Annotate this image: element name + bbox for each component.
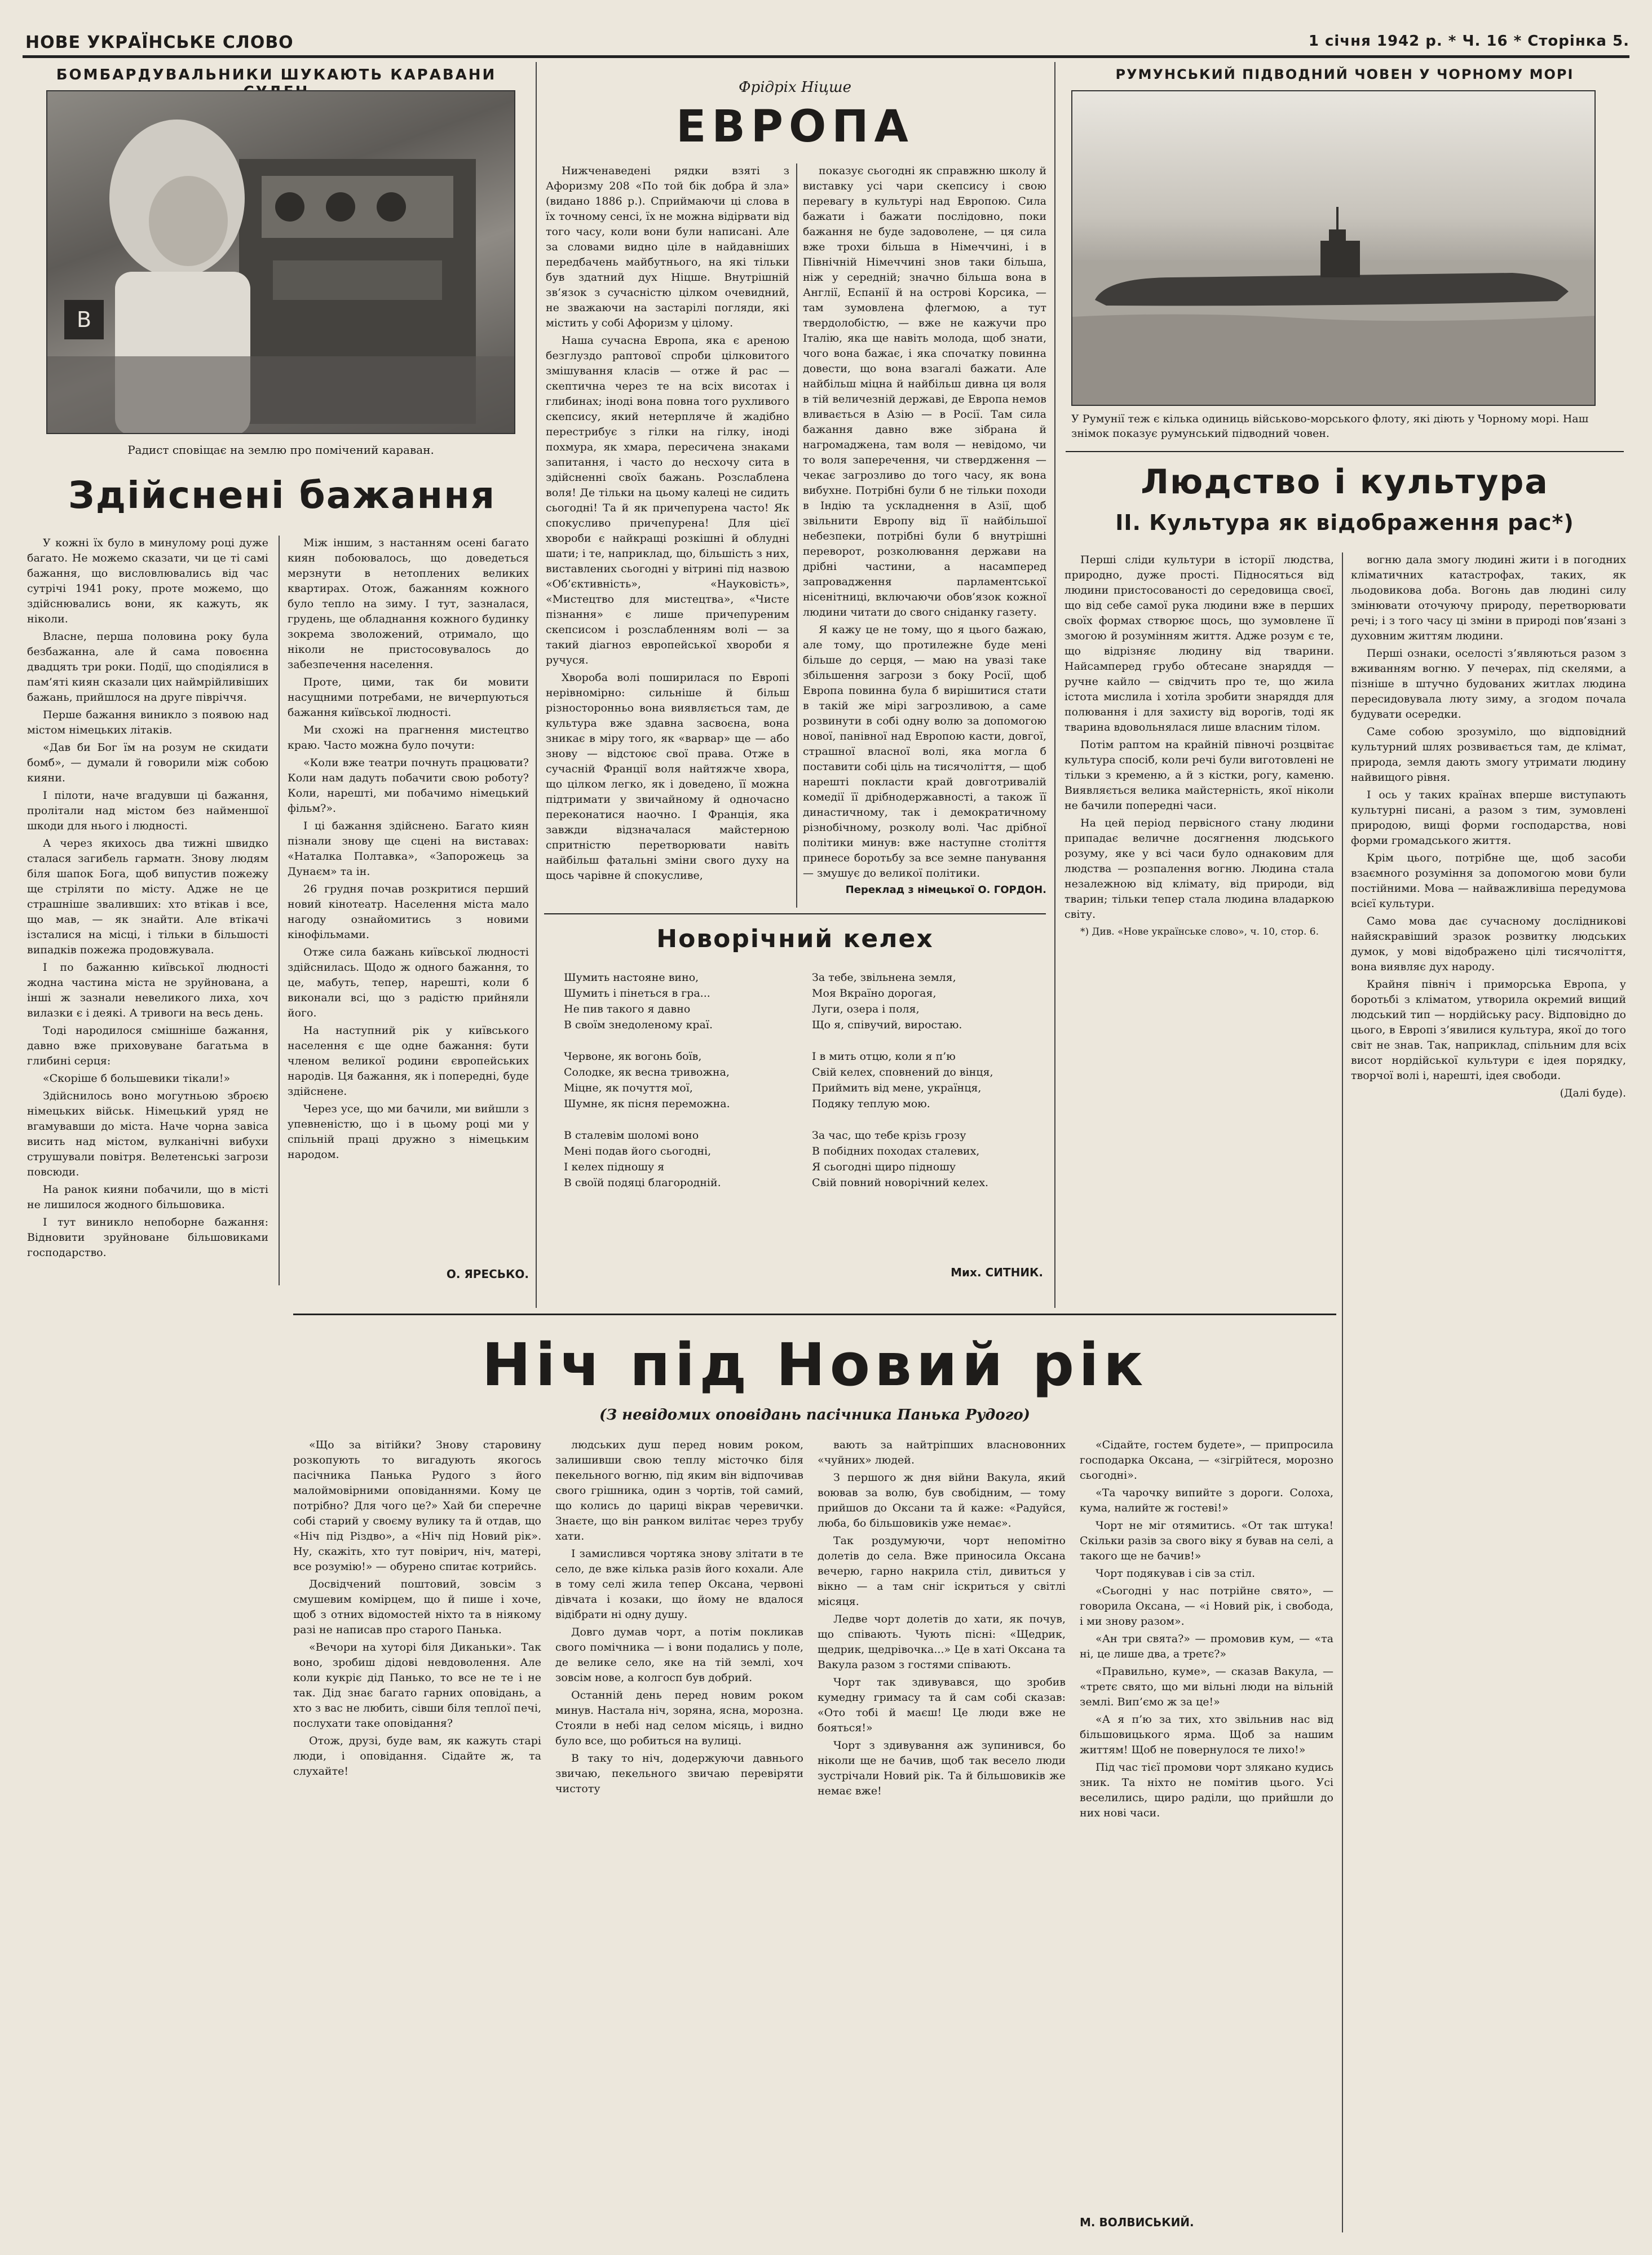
- column-rule-z: [279, 536, 280, 1285]
- lyudstvo-paragraph: Само мова дає сучасному дослідникові найяскравіший зразок розвитку людських думок, у мові відображено цілі тисячоліття, вона виявляє дух народу.: [1351, 915, 1626, 973]
- nich-paragraph: І замислився чортяка знову злітати в те село, де вже кілька разів його кохали. Але в тому селі жила тепер Оксана, червоні дівчата і козаки, що йому не вдалося відібрати ні одну душу.: [555, 1547, 803, 1621]
- lyudstvo-paragraph: вогню дала змогу людині жити і в погодних кліматичних катастрофах, таких, як льодовикова доба. Вогонь дав людині силу змінювати оточуючу природу, перетворювати речі; і з того часу ці зміни в природі пов’язані з духовним життям людини.: [1351, 554, 1626, 642]
- lyudstvo-footnote: *) Див. «Нове українське слово», ч. 10, стор. 6.: [1080, 926, 1319, 938]
- svg-text:B: B: [77, 307, 92, 332]
- zdiysneni-paragraph: На наступний рік у київського населення є ще одне бажання: бути членом великої родини європейських народів. Ця бажання, як і попередні, буде здійснене.: [288, 1024, 529, 1098]
- europa-paragraph: Я кажу це не тому, що я цього бажаю, але тому, що протилежне буде мені більше до серця, — маю на увазі таке збільшення загрози з боку Росії, щоб Европа повинна була б вирішитися стати в такій же мірі загрозливою, а саме розвинути в собі одну волю за допомогою нової, панівної над Европою касти, довгої, страшної власної волі, яка могла б поставити собі ціль на тисячоліття, — щоб нарешті покласти край довготривалій комедії її дрібнодержавності, а також її династичному, так і демократичному різнобічному, розколу волі. Час дрібної політики минув: вже наступне століття принесе боротьбу за все земне панування — змушує до великої політики.: [803, 624, 1046, 879]
- nich-column-3: [818, 1438, 1066, 2238]
- lyudstvo-paragraph: Саме собою зрозуміло, що відповідний культурний шлях розвивається там, де клімат, природа, земля дають змогу утримати людину найвищого рівня.: [1351, 726, 1626, 784]
- nich-paragraph: Під час тієї промови чорт злякано кудись зник. Та ніхто не помітив цього. Усі веселились, щиро раділи, що прийшли до них нові часи.: [1080, 1761, 1333, 1819]
- zdiysneni-paragraph: І ці бажання здійснено. Багато киян пізнали знову ще сцені на виставах: «Наталка Полтавка», «Запорожець за Дунаєм» та ін.: [288, 820, 529, 878]
- left-photo-header: БОМБАРДУВАЛЬНИКИ ШУКАЮТЬ КАРАВАНИ: [56, 67, 497, 83]
- nich-paragraph: Ледве чорт долетів до хати, як почув, що співають. Чують пісні: «Щедрик, щедрик, щедрівочка...» Це в хаті Оксана та Вакула разом з гостями співають.: [818, 1613, 1066, 1671]
- kelekh-stanza-3: В сталевім шоломі воно Мені подав його сьогодні, І келех підношу я В своїй подяці благородній.: [564, 1129, 721, 1189]
- column-rule-1: [536, 62, 537, 1308]
- europa-paragraph: Наша сучасна Европа, яка є ареною безглуздо раптової спроби цілковитого змішування класів — отже й рас — скептична через те на всіх висотах і глибинах; іноді вона повна того рухливого скепсису, який нетерпляче й жадібно перестрибує з гілки на гілку, іноді похмура, як хмара, пересичена знаками запитання, і часто до несхочу сита в здійсненні своїх бажань. Розслаблена воля! Де тільки на цьому калеці не сидить сьогодні! Та й як причепурена часто! Як спокусливо причепурена! Для цієї хвороби є найкращі розкішні й облудні шати; і те, наприклад, що, більшість з них, виставлених сьогодні у вітрині під назвою «Об’єктивність», «Науковість», «Мистецтво для мистецтва», «Чисте пізнання» є лише причепуреним скепсисом і розслабленням волі — за такий діагноз европейської хвороби я ручуся.: [546, 334, 789, 666]
- masthead-rule: [23, 55, 1629, 58]
- nich-paragraph: Отож, друзі, буде вам, як кажуть старі люди, і оповідання. Сідайте ж, та слухайте!: [293, 1735, 541, 1778]
- europa-column-1: [546, 163, 789, 908]
- zdiysneni-paragraph: «Скоріше б большевики тікали!»: [43, 1072, 231, 1085]
- nich-paragraph: «Що за вітійки? Знову старовину розкопують то вигадують якогось пасічника Панька Рудого з його малоймовірними оповіданнями. Кому це потрібно? Для чого це?» Хай би сперечне собі старий у своєму вулику та й отдав, що «Ніч під Різдво», а «Ніч під Новий рік». Ну, скажіть, хто тут повірич, ніч, матері, все розумію!» — обурено спитає котрийсь.: [293, 1439, 541, 1573]
- nich-paragraph: «Правильно, куме», — сказав Вакула, — «третє свято, що ми вільні люди на вільній землі. Вип’ємо ж за це!»: [1080, 1665, 1333, 1708]
- zdiysneni-paragraph: На ранок кияни побачили, що в місті не лишилося жодного більшовика.: [27, 1183, 268, 1211]
- zdiysneni-paragraph: Перше бажання виникло з появою над містом німецьких літаків.: [27, 709, 268, 736]
- nich-column-4: [1080, 1438, 1333, 2204]
- nich-paragraph: Останній день перед новим роком минув. Настала ніч, зоряна, ясна, морозна. Стояли в небі над селом місяць, і видно було все, що робиться на вулиці.: [555, 1689, 803, 1747]
- zdiysneni-paragraph: «Дав би Бог їм на розум не скидати бомб», — думали й говорили між собою кияни.: [27, 741, 268, 784]
- lyudstvo-title: Людство і культура: [1141, 462, 1549, 502]
- submarine-photo: [1071, 90, 1596, 406]
- zdiysneni-paragraph: «Коли вже театри почнуть працювати? Коли нам дадуть побачити свою роботу? Коли, нарешті, ми побачимо німецький фільм?».: [288, 757, 529, 815]
- europa-translator: Переклад з німецької О. ГОРДОН.: [845, 884, 1046, 896]
- zdiysneni-title: Здійснені бажання: [68, 474, 496, 517]
- kelekh-stanza-1: Шумить настояне вино, Шумить і пінеться в гра... Не пив такого я давно В своїм знедоленому краї.: [564, 971, 713, 1031]
- column-rule-l: [1342, 552, 1343, 2232]
- nich-paragraph: Так роздумуючи, чорт непомітно долетів до села. Вже приносила Оксана вечерю, гарно накрила стіл, дивиться у вікно — а там сніг іскриться у світлі місяця.: [818, 1535, 1066, 1608]
- kelekh-stanza-6: За час, що тебе крізь грозу В побідних походах сталевих, Я сьогодні щиро підношу Свій повний новорічний келех.: [812, 1129, 989, 1189]
- nich-paragraph: З першого ж дня війни Вакула, який воював за волю, був свобідним, — тому прийшов до Оксани та й каже: «Радуйся, люба, бо більшовиків уже немає».: [818, 1471, 1066, 1529]
- radio-operator-photo: [46, 90, 515, 434]
- nich-title: Ніч під Новий рік: [482, 1330, 1148, 1399]
- column-rule-2: [1054, 62, 1055, 1308]
- zdiysneni-paragraph: 26 грудня почав розкритися перший новий кінотеатр. Населення міста мало нагоду ознайомитись з новими кінофільмами.: [288, 883, 529, 941]
- nich-paragraph: Чорт подякував і сів за стіл.: [1096, 1567, 1256, 1580]
- zdiysneni-paragraph: І по бажанню київської людності жодна частина міста не зруйнована, а інші ж зазнали невеликого лиха, хоч вилазки є і деякі. А тривоги на весь день.: [27, 961, 268, 1019]
- nich-column-2: [555, 1438, 803, 2238]
- zdiysneni-paragraph: Власне, перша половина року була безбажанна, але й сама повоєнна двадцять три роки. Події, що сподіялися в пам’яті киян сказали цих наймрійливіших бажань, прийшлося на друге півріччя.: [27, 630, 268, 704]
- nich-paragraph: Довго думав чорт, а потім покликав свого помічника — і вони подались у поле, де велике село, яке на тій землі, хоч зовсім нове, а колгосп був добрий.: [555, 1626, 803, 1684]
- nich-paragraph: Чорт з здивування аж зупинився, бо ніколи ще не бачив, щоб так весело люди зустрічали Новий рік. Та й більшовиків же немає вже!: [818, 1739, 1066, 1797]
- europa-bottom-rule: [544, 913, 1046, 914]
- right-photo-caption: У Румунії теж є кілька одиниць військово-морського флоту, які діють у Чорному морі. Наш знімок показує румунський підводний човен.: [1071, 413, 1589, 440]
- kelekh-stanza-2: Червоне, як вогонь боїв, Солодке, як весна тривожна, Міцне, як почуття мої, Шумне, як пісня переможна.: [564, 1050, 730, 1110]
- column-rule-e: [796, 163, 797, 908]
- nich-paragraph: «Та чарочку випийте з дороги. Солоха, кума, налийте ж гостеві!»: [1080, 1487, 1333, 1514]
- europa-column-2: [803, 163, 1046, 879]
- kelekh-signature: Мих. СИТНИК.: [951, 1266, 1043, 1279]
- zdiysneni-column-1: [27, 536, 268, 1562]
- kelekh-stanza-4: За тебе, звільнена земля, Моя Вкраїно дорогая, Луги, озера і поля, Що я, співучий, виростаю.: [812, 971, 962, 1031]
- issue-info: 1 січня 1942 р. * Ч. 16 * Сторінка 5.: [1308, 33, 1629, 50]
- europa-paragraph: показує сьогодні як справжню школу й виставку усі чари скепсису і свою перевагу в культурі над Европою. Сила бажати і бажати послідовно, поки бажання не буде задоволене, — ця сила вже трохи більша в Німеччині, і в Північній Німеччині знов таки більша, ніж у середній; значно більша вона в Англії, Еспанії й на острові Корсика, — там зумовлена флегмою, а тут твердолобістю, — вже не кажучи про Італію, яка ще навіть молода, щоб знати, чого вона бажає, і яка спочатку повинна довести, що вона взагалі бажати. Але найбільш міцна й найбільш дивна ця воля в тій величезній державі, де Европа немов вливається в Азію — в Росії. Там сила бажання давно вже зібрана й нагромаджена, там воля — невідомо, чи то воля заперечення, чи ствердження — чекає загрозливо до того часу, як вона вибухне. Потрібні були б не тільки походи в Індію та ускладнення в Азії, щоб звільнити Европу від її найбільшої небезпеки, потрібні були б внутрішні переворот, розколювання держави на дрібні частини, а насамперед запровадження парламентської нісенітниці, включаючи обов’язок кожної людини читати до свого сніданку газету.: [803, 165, 1046, 618]
- nich-paragraph: Досвідчений поштовий, зовсім з смушевим комірцем, що й пише і хоче, щоб з отних відомостей ніхто та в ніякому разі не написав про старого Панька.: [293, 1578, 541, 1636]
- nich-paragraph: «Ан три свята?» — промовив кум, — «та ні, це лише два, а третє?»: [1080, 1633, 1333, 1660]
- lyudstvo-paragraph: Перші сліди культури в історії людства, природно, дуже прості. Підносяться від людини пристосованості до середовища своєї, що від себе самої рука людини вже в перших своїх формах створює щось, що зумовлене її змогою й розумінням життя. Адже розум є те, що відрізняє людину від тварини. Найсамперед грубо обтесане знаряддя — ручне кайло — свідчить про те, що жила істота мислила і хотіла зробити знаряддя для полювання і для захисту від ворогів, тоді як тварина вдовольнялася лише власним тілом.: [1064, 554, 1334, 733]
- europa-title: ЕВРОПА: [676, 101, 914, 152]
- nich-paragraph: «Сьогодні у нас потрійне свято», — говорила Оксана, — «і Новий рік, і свобода, і ми знову разом».: [1080, 1585, 1333, 1628]
- nich-paragraph: «Сідайте, гостем будете», — припросила господарка Оксана, — «зігрійтеся, морозно сьогодні».: [1080, 1439, 1333, 1482]
- lyudstvo-paragraph: Потім раптом на крайній півночі розцвітає культура спосіб, коли речі були виготовлені не тільки з кременю, а й з кістки, рогу, каменю. Виявляється велика майстерність, якої ніколи не бачили попередні часи.: [1064, 739, 1334, 812]
- paper-name: НОВЕ УКРАЇНСЬКЕ СЛОВО: [25, 33, 294, 52]
- zdiysneni-paragraph: Здійснилось воно могутньою зброєю німецьких військ. Німецький уряд не вгамувавши до міста. Наче чорна завіса висить над містом, вулканічні вибухи струшували повітря. Велетенські загрози повсюди.: [27, 1090, 268, 1178]
- nich-signature: М. ВОЛВИСЬКИЙ.: [1080, 2216, 1194, 2229]
- zdiysneni-paragraph: А через якихось два тижні швидко сталася загибель гарматн. Знову людям біля шапок Бога, щоб випустив пожежу ще стріляти по місту. Адже не це страшніше зваливших: хто втікав і все, що мав, — як знайти. Але втікачі ізсталися на місці, і тільки в більшості випадків пожежа продовжувала.: [27, 837, 268, 956]
- europa-paragraph: Хвороба волі поширилася по Европі нерівномірно: сильніше й більш різносторонньо вона виявляється там, де культура вже здавна засвоєна, вона зникає в міру того, як «варвар» ще — або знову — відстоює свої права. Отже в сучасній Франції воля найтяжче хвора, що цілком легко, як і доведено, її можна підтримати у звичайному й одночасно переконатися наочно. І Франція, яка завжди відзначалася майстерною спритністю перетворювати навіть найбільш фатальні зміни свого духу на щось чарівне й спокусливе,: [546, 671, 789, 882]
- zdiysneni-column-2: [288, 536, 529, 1263]
- submarine-illustration: [1072, 91, 1596, 406]
- nich-paragraph: Чорт не міг отямитись. «От так штука! Скільки разів за свого віку я бував на селі, а такого ще не бачив!»: [1080, 1519, 1333, 1562]
- right-photo-header: РУМУНСЬКИЙ ПІДВОДНИЙ ЧОВЕН У ЧОРНОМУ МОРІ: [1115, 67, 1574, 82]
- nich-paragraph: вають за найтріпших власновонних «чуйних» людей.: [818, 1439, 1066, 1466]
- zdiysneni-paragraph: Отже сила бажань київської людності здійснилась. Щодо ж одного бажання, то це, мабуть, тепер, нарешті, коли б виконали всі, що з радістю прийняли його.: [288, 946, 529, 1019]
- nich-subtitle: (З невідомих оповідань пасічника Панька Рудого): [599, 1407, 1030, 1423]
- zdiysneni-paragraph: І тут виникло непоборне бажання: Відновити зруйноване більшовиками господарство.: [27, 1216, 268, 1259]
- nich-paragraph: «Вечори на хуторі біля Диканьки». Так воно, зробиш дідові невдоволення. Але коли кукріє дід Панько, то все не те і не так. Дід знає багато гарних оповідань, а хто з вас не любить, сівши біля теплої печі, послухати таке оповідання?: [293, 1641, 541, 1730]
- lyudstvo-paragraph: Перші ознаки, оселості з’являються разом з вживанням вогню. У печерах, під скелями, а пізніше в штучно будованих житлах людина пересидовувала люту зиму, а згодом почала будувати осередки.: [1351, 647, 1626, 720]
- nich-paragraph: «А я п’ю за тих, хто звільнив нас від більшовицького ярма. Щоб за нашим життям! Щоб не повернулося те лихо!»: [1080, 1713, 1333, 1756]
- zdiysneni-paragraph: І пілоти, наче вгадувши ці бажання, пролітали над містом без найменшої шкоди для нього і людності.: [27, 789, 268, 832]
- zdiysneni-paragraph: Між іншим, з настанням осені багато киян побоювалось, що доведеться мерзнути в нетоплених великих квартирах. Отож, бажанням кожного було тепло на зиму. І тут, зазналася, грудень, ще обладнання кожного будинку зокрема зволожений, отримало, що ніколи не пристосовувалось до забезпечення населення.: [288, 537, 529, 671]
- zdiysneni-paragraph: Через усе, що ми бачили, ми вийшли з упевненістю, що і в цьому році ми у спільній праці дружно з німецьким народом.: [288, 1103, 529, 1161]
- lyudstvo-paragraph: Крім цього, потрібне ще, щоб засоби взаємного розуміння за допомогою мови були постійними. Мова — найважливіша передумова всієї культури.: [1351, 852, 1626, 910]
- kelekh-title: Новорічний келех: [656, 925, 934, 953]
- radio-operator-illustration: [47, 91, 515, 434]
- lyudstvo-continued: (Далі буде).: [1560, 1087, 1626, 1099]
- kelekh-stanza-5: І в мить отцю, коли я п’ю Свій келех, сповнений до вінця, Приймить від мене, українця, Подяку теплую мою.: [812, 1050, 993, 1110]
- zdiysneni-paragraph: Ми схожі на прагнення мистецтво краю. Часто можна було почути:: [288, 724, 529, 751]
- left-photo-caption: Радист сповіщає на землю про помічений караван.: [127, 443, 434, 457]
- zdiysneni-paragraph: Проте, цими, так би мовити насущними потребами, не вичерпуються бажання київської людності.: [288, 676, 529, 719]
- europa-paragraph: Нижченаведені рядки взяті з Афоризму 208 «По той бік добра й зла» (видано 1886 р.). Сприймаючи ці слова в їх точному сенсі, їх не можна відірвати від того часу, коли вони були написані. Але за словами видно ціле в найдавніших передбачень майбутнього, на які тільки був здатний дух Ніцше. Внутрішній зв’язок з сучасністю цілком очевидний, не зважаючи на застарілі погляди, які містить у собі Афоризм у цілому.: [546, 165, 789, 329]
- lyudstvo-subtitle: II. Культура як відображення рас*): [1115, 510, 1574, 535]
- zdiysneni-paragraph: У кожні їх було в минулому році дуже багато. Не можемо сказати, чи це ті самі бажання, що висловлювались від час сутрічі 1941 року, проте можемо, що здійснювались вони, як кажуть, як ніколи.: [27, 537, 268, 625]
- europa-author: Фрідріх Ніцше: [738, 79, 852, 96]
- lyudstvo-paragraph: На цей період первісного стану людини припадає величне досягнення людського розуму, яке у всі часи було однаковим для людства — розпалення вогню. Людина стала незалежною від клімату, від природи, від тварин; тільки тепер стала людина владаркою світу.: [1064, 817, 1334, 921]
- right-photo-rule: [1066, 451, 1624, 452]
- nich-top-rule: [293, 1314, 1336, 1315]
- nich-paragraph: В таку то ніч, додержуючи давнього звичаю, пекельного звичаю перевіряти чистоту: [555, 1752, 803, 1795]
- nich-paragraph: Чорт так здивувався, що зробив кумедну гримасу та й сам собі сказав: «Ото тобі й маєш! Це люди вже не бояться!»: [818, 1676, 1066, 1734]
- nich-column-1: [293, 1438, 541, 2238]
- zdiysneni-paragraph: Тоді народилося смішніше бажання, давно вже приховуване багатьма в глибині серця:: [27, 1024, 268, 1067]
- lyudstvo-column-1: [1064, 552, 1334, 1302]
- lyudstvo-column-2: [1351, 552, 1626, 2221]
- lyudstvo-paragraph: Крайня північ і приморська Европа, у боротьбі з кліматом, утворила окремий вищий людський тип — нордійську расу. Відповідно до цього, в Европі з’явилися культура, якої до того світ не знав. Так, наприклад, спільним для всіх висот нордійської культури є ідея порядку, творчої волі і, нарешті, ідея свободи.: [1351, 978, 1626, 1082]
- nich-paragraph: людських душ перед новим роком, залишивши свою теплу місточко біля пекельного вогню, під яким він відпочивав свого грішника, один з чортів, той самий, що колись до цариці вікрав черевички. Знаєте, що він ранком вилітає через трубу хати.: [555, 1439, 803, 1542]
- zdiysneni-signature: О. ЯРЕСЬКО.: [446, 1267, 529, 1281]
- lyudstvo-paragraph: І ось у таких країнах вперше виступають культурні писані, а разом з тим, зумовлені природою, вищі форми господарства, нові форми громадського життя.: [1351, 789, 1626, 847]
